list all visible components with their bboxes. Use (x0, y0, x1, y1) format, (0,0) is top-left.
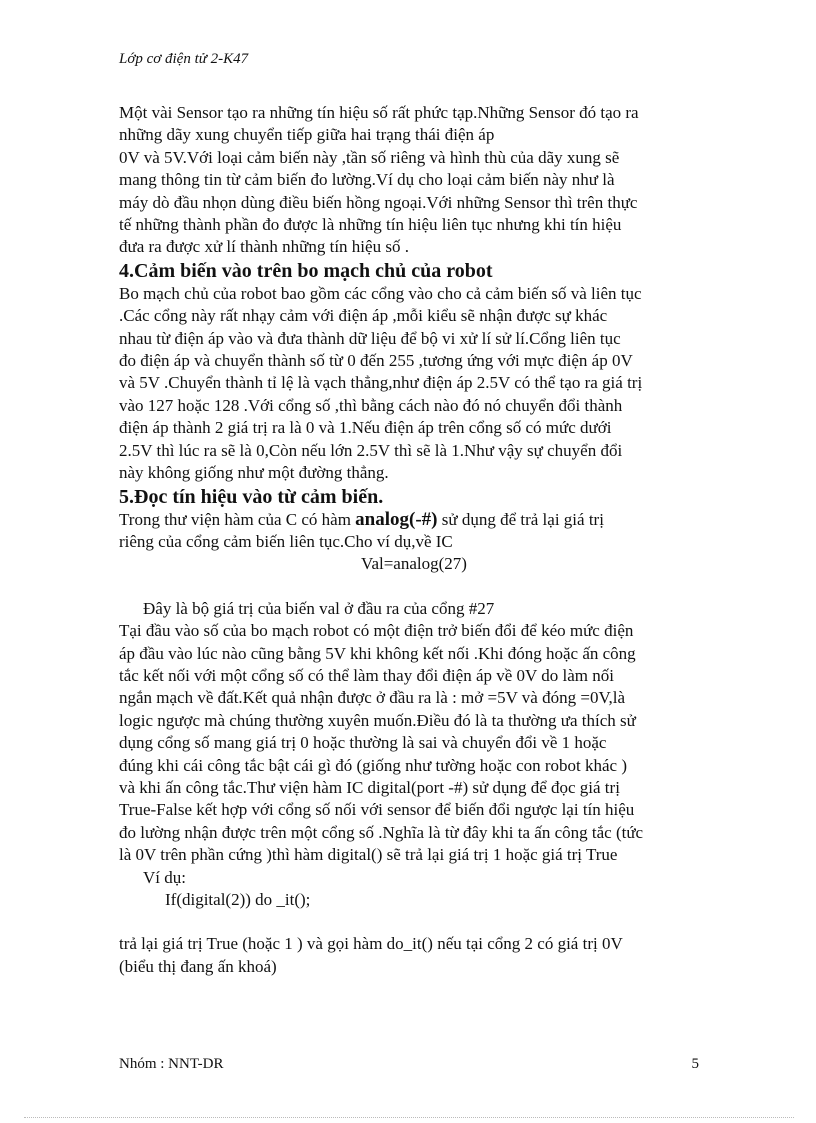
text-line: và 5V .Chuyển thành tỉ lệ là vạch thẳng,như điện áp 2.5V có thể tạo ra giá trị (119, 373, 643, 393)
code-example-analog: Val=analog(27) (361, 554, 467, 574)
text-line: Tại đầu vào số của bo mạch robot có một điện trở biến đổi để kéo mức điện (119, 621, 634, 641)
analog-function-name: analog(-#) (355, 508, 438, 530)
text-line: trả lại giá trị True (hoặc 1 ) và gọi hàm do_it() nếu tại cổng 2 có giá trị 0V (119, 934, 623, 954)
section-heading-4: 4.Cảm biến vào trên bo mạch chủ của robot (119, 259, 493, 282)
text-line: máy dò đầu nhọn dùng điều biến hồng ngoại.Với những Sensor thì trên thực (119, 192, 638, 212)
paragraph-intro (119, 102, 709, 259)
document-body (119, 102, 709, 978)
text-line: mang thông tin từ cảm biến đo lường.Ví dụ cho loại cảm biến này như là (119, 170, 615, 190)
code-example-digital: If(digital(2)) do _it(); (165, 890, 311, 909)
text-line: này không giống như một đường thẳng. (119, 463, 389, 483)
text-line: dụng cổng số mang giá trị 0 hoặc thường là sai và chuyển đổi về 1 hoặc (119, 733, 607, 753)
text-line: đo lường nhận được trên một cổng số .Nghĩa là từ đây khi ta ấn công tắc (tức (119, 822, 644, 842)
paragraph-mainboard (119, 283, 709, 485)
text-line: tắc kết nối với một cổng số có thể làm thay đổi điện áp về 0V do làm nối (119, 665, 614, 685)
text-fragment: Trong thư viện hàm của C có hàm (119, 509, 356, 529)
text-line: là 0V trên phần cứng )thì hàm digital() sẽ trả lại giá trị 1 hoặc giá trị True (119, 845, 618, 865)
text-line: điện áp thành 2 giá trị ra là 0 và 1.Nếu điện áp trên cổng số có mức dưới (119, 418, 612, 438)
text-line: đưa ra được xử lí thành những tín hiệu số . (119, 237, 409, 257)
footer-group-name: Nhóm : NNT-DR (119, 1056, 224, 1072)
paragraph-analog (119, 509, 709, 576)
text-fragment: sử dụng để trả lại giá trị (437, 509, 604, 529)
text-line: những dãy xung chuyển tiếp giữa hai trạng thái điện áp (119, 125, 495, 145)
page-header: Lớp cơ điện tử 2-K47 (119, 51, 249, 67)
page-number: 5 (691, 1056, 699, 1072)
note-line: Đây là bộ giá trị của biến val ở đầu ra của cổng #27 (143, 598, 495, 618)
text-line: True-False kết hợp với cổng số nối với sensor để biến đổi ngược lại tín hiệu (119, 800, 635, 820)
text-line: Một vài Sensor tạo ra những tín hiệu số rất phức tạp.Những Sensor đó tạo ra (119, 103, 639, 122)
text-line: đúng khi cái công tắc bật cái gì đó (giống như tường hoặc con robot khác ) (119, 755, 627, 775)
page-footer (119, 1056, 699, 1073)
text-line: áp đầu vào lúc nào cũng bằng 5V khi không kết nối .Khi đóng hoặc ấn công (119, 643, 636, 663)
text-line: riêng của cổng cảm biến liên tục.Cho ví dụ,về IC (119, 531, 453, 551)
text-line: tế những thành phần đo được là những tín hiệu liên tục nhưng khi tín hiệu (119, 215, 622, 235)
text-line: và khi ấn công tắc.Thư viện hàm IC digital(port -#) sử dụng để đọc giá trị (119, 777, 620, 797)
blank-line (119, 576, 709, 598)
text-line: (biểu thị đang ấn khoá) (119, 956, 277, 976)
text-line: 0V và 5V.Với loại cảm biến này ,tần số riêng và hình thù của dãy xung sẽ (119, 147, 620, 167)
text-line (119, 509, 709, 531)
text-line: ngắn mạch về đất.Kết quả nhận được ở đầu ra là : mở =5V và đóng =0V,là (119, 688, 626, 708)
example-label: Ví dụ: (143, 867, 186, 887)
text-line: vào 127 hoặc 128 .Với cổng số ,thì bằng cách nào đó nó chuyển đổi thành (119, 395, 623, 415)
paragraph-digital (119, 620, 709, 911)
text-line: Bo mạch chủ của robot bao gồm các cổng vào cho cả cảm biến số và liên tục (119, 283, 642, 303)
text-line: logic ngược mà chúng thường xuyên muốn.Điều đó là ta thường ưa thích sử (119, 710, 636, 730)
text-line: 2.5V thì lúc ra sẽ là 0,Còn nếu lớn 2.5V thì sẽ là 1.Như vậy sự chuyển đổi (119, 440, 623, 460)
bottom-dotted-rule (24, 1117, 794, 1118)
paragraph-result (119, 933, 709, 978)
text-line: nhau từ điện áp vào và đưa thành dữ liệu để bộ vi xử lí sử lí.Cổng liên tục (119, 328, 621, 348)
text-line: đo điện áp và chuyển thành số từ 0 đến 255 ,tương ứng với mực điện áp 0V (119, 351, 633, 371)
text-line: .Các cổng này rất nhạy cảm với điện áp ,mỗi kiểu sẽ nhận được sự khác (119, 306, 608, 326)
section-heading-5: 5.Đọc tín hiệu vào từ cảm biến. (119, 485, 384, 508)
blank-line (119, 911, 709, 933)
